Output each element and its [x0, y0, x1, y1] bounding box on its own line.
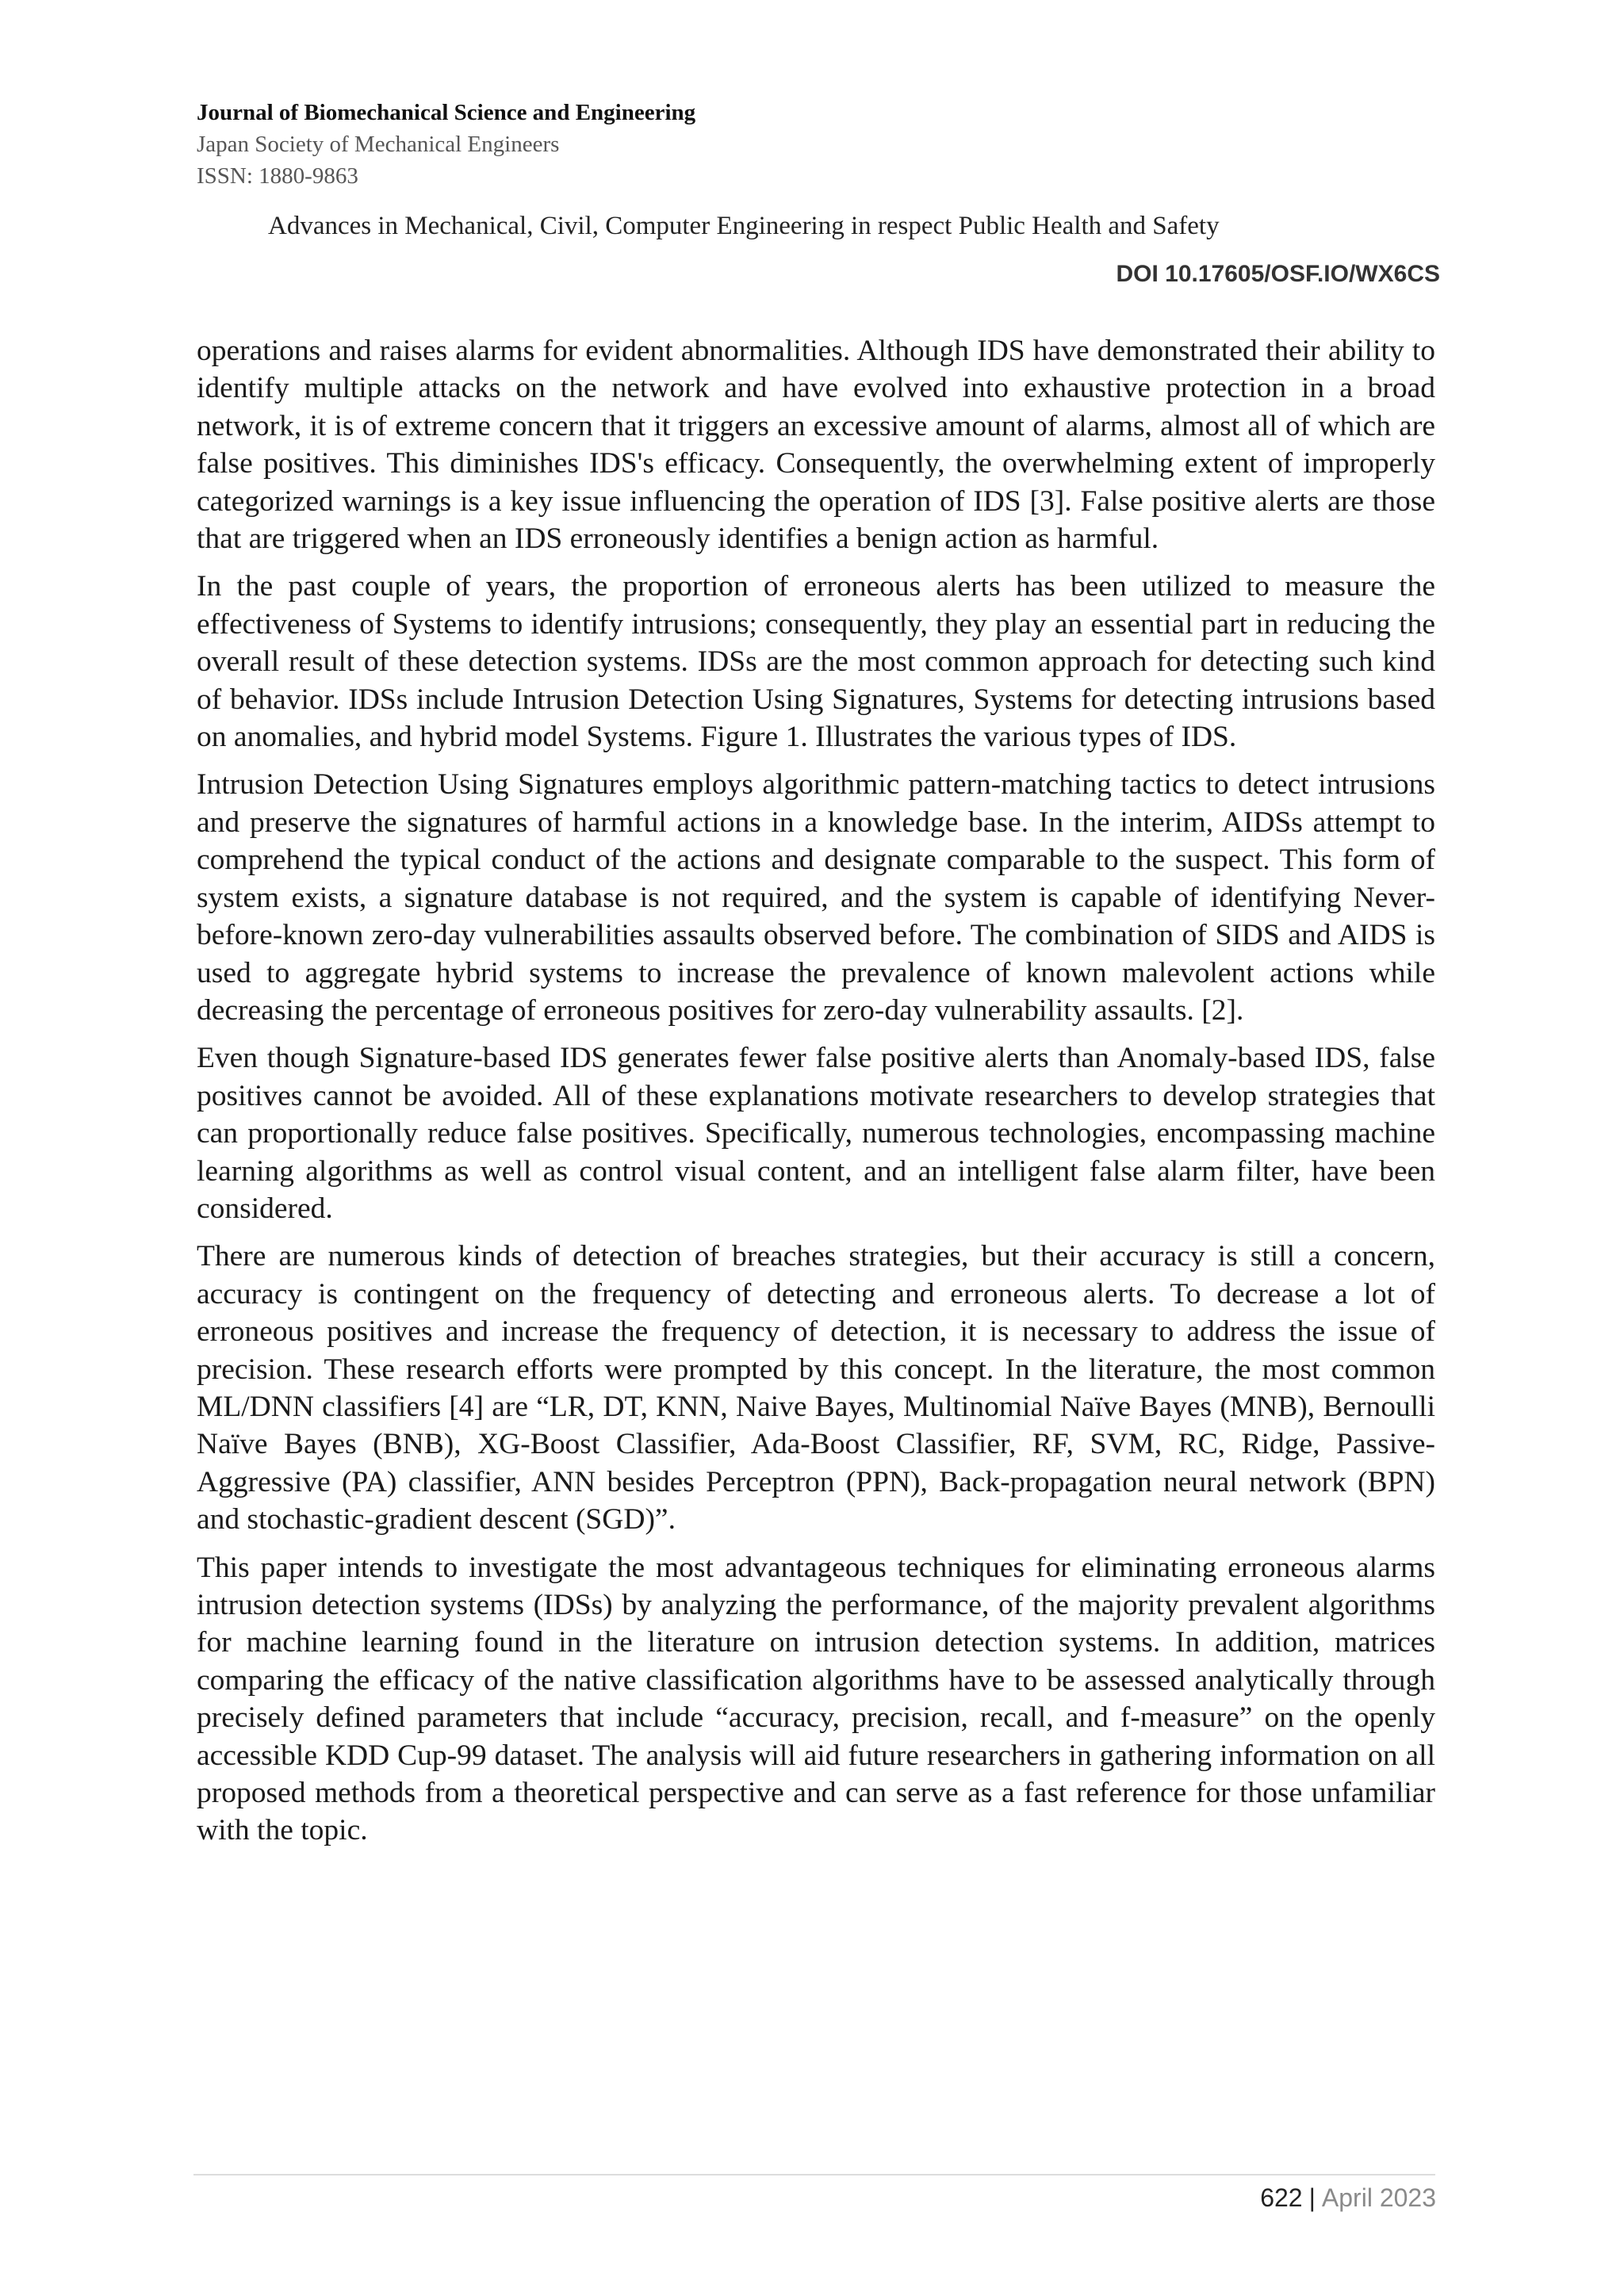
paragraph: There are numerous kinds of detection of breaches strategies, but their accuracy is still a concern, accuracy is contingent on the frequency of detecting and erroneous alerts. To decrease a lot of erroneous positives and increase the frequency of detection, it is necessary to address the issue of precision. These research efforts were prompted by this concept. In the literature, the most common ML/DNN classifiers [4] are “LR, DT, KNN, Naive Bayes, Multinomial Naïve Bayes (MNB), Bernoulli Naïve Bayes (BNB), XG-Boost Classifier, Ada-Boost Classifier, RF, SVM, RC, Ridge, Passive-Aggressive (PA) classifier, ANN besides Perceptron (PPN), Back-propagation neural network (BPN) and stochastic-gradient descent (SGD)”. — [197, 1240, 1435, 1536]
doi-line — [1116, 258, 1440, 290]
series-title: Advances in Mechanical, Civil, Computer Engineering in respect Public Health and Safety — [268, 212, 1220, 240]
doi-value: 10.17605/OSF.IO/WX6CS — [1165, 261, 1440, 287]
paragraph: Even though Signature-based IDS generates fewer false positive alerts than Anomaly-based IDS, false positives cannot be avoided. All of these explanations motivate researchers to develop strategies that can proportionally reduce false positives. Specifically, numerous technologies, encompassing machine learning algorithms as well as control visual content, and an intelligent false alarm filter, have been considered. — [197, 1042, 1435, 1225]
page-footer — [1260, 2180, 1436, 2215]
paragraph: In the past couple of years, the proportion of erroneous alerts has been utilized to measure the effectiveness of Systems to identify intrusions; consequently, they play an essential part in reducing the overall result of these detection systems. IDSs are the most common approach for detecting such kind of behavior. IDSs include Intrusion Detection Using Signatures, Systems for detecting intrusions based on anomalies, and hybrid model Systems. Figure 1. Illustrates the various types of IDS. — [197, 570, 1435, 754]
journal-issn: ISSN: 1880-9863 — [197, 163, 358, 189]
paragraph: This paper intends to investigate the most advantageous techniques for eliminating erroneous alarms intrusion detection systems (IDSs) by analyzing the performance, of the majority prevalent algorithms for machine learning found in the literature on intrusion detection systems. In addition, matrices comparing the efficacy of the native classification algorithms have to be assessed analytically through precisely defined parameters that include “accuracy, precision, recall, and f-measure” on the openly accessible KDD Cup-99 dataset. The analysis will aid future researchers in gathering information on all proposed methods from a theoretical perspective and can serve as a fast reference for those unfamiliar with the topic. — [197, 1551, 1435, 1847]
article-body — [197, 332, 1435, 1860]
journal-title: Journal of Biomechanical Science and Engineering — [197, 100, 696, 125]
footer-divider — [193, 2174, 1435, 2175]
footer-separator: | — [1308, 2183, 1316, 2212]
journal-publisher: Japan Society of Mechanical Engineers — [197, 132, 560, 157]
paragraph: Intrusion Detection Using Signatures employs algorithmic pattern-matching tactics to detect intrusions and preserve the signatures of harmful actions in a knowledge base. In the interim, AIDSs attempt to comprehend the typical conduct of the actions and designate comparable to the suspect. This form of system exists, a signature database is not required, and the system is capable of identifying Never-before-known zero-day vulnerabilities assaults observed before. The combination of SIDS and AIDS is used to aggregate hybrid systems to increase the prevalence of known malevolent actions while decreasing the percentage of erroneous positives for zero-day vulnerability assaults. [2]. — [197, 768, 1435, 1027]
paragraph: operations and raises alarms for evident abnormalities. Although IDS have demonstrated their ability to identify multiple attacks on the network and have evolved into exhaustive protection in a broad network, it is of extreme concern that it triggers an excessive amount of alarms, almost all of which are false positives. This diminishes IDS's efficacy. Consequently, the overwhelming extent of improperly categorized warnings is a key issue influencing the operation of IDS [3]. False positive alerts are those that are triggered when an IDS erroneously identifies a benign action as harmful. — [197, 335, 1435, 556]
doi-label: DOI — [1116, 261, 1159, 287]
journal-header — [197, 97, 1307, 192]
footer-date: April 2023 — [1321, 2183, 1436, 2212]
page-number: 622 — [1260, 2183, 1303, 2212]
